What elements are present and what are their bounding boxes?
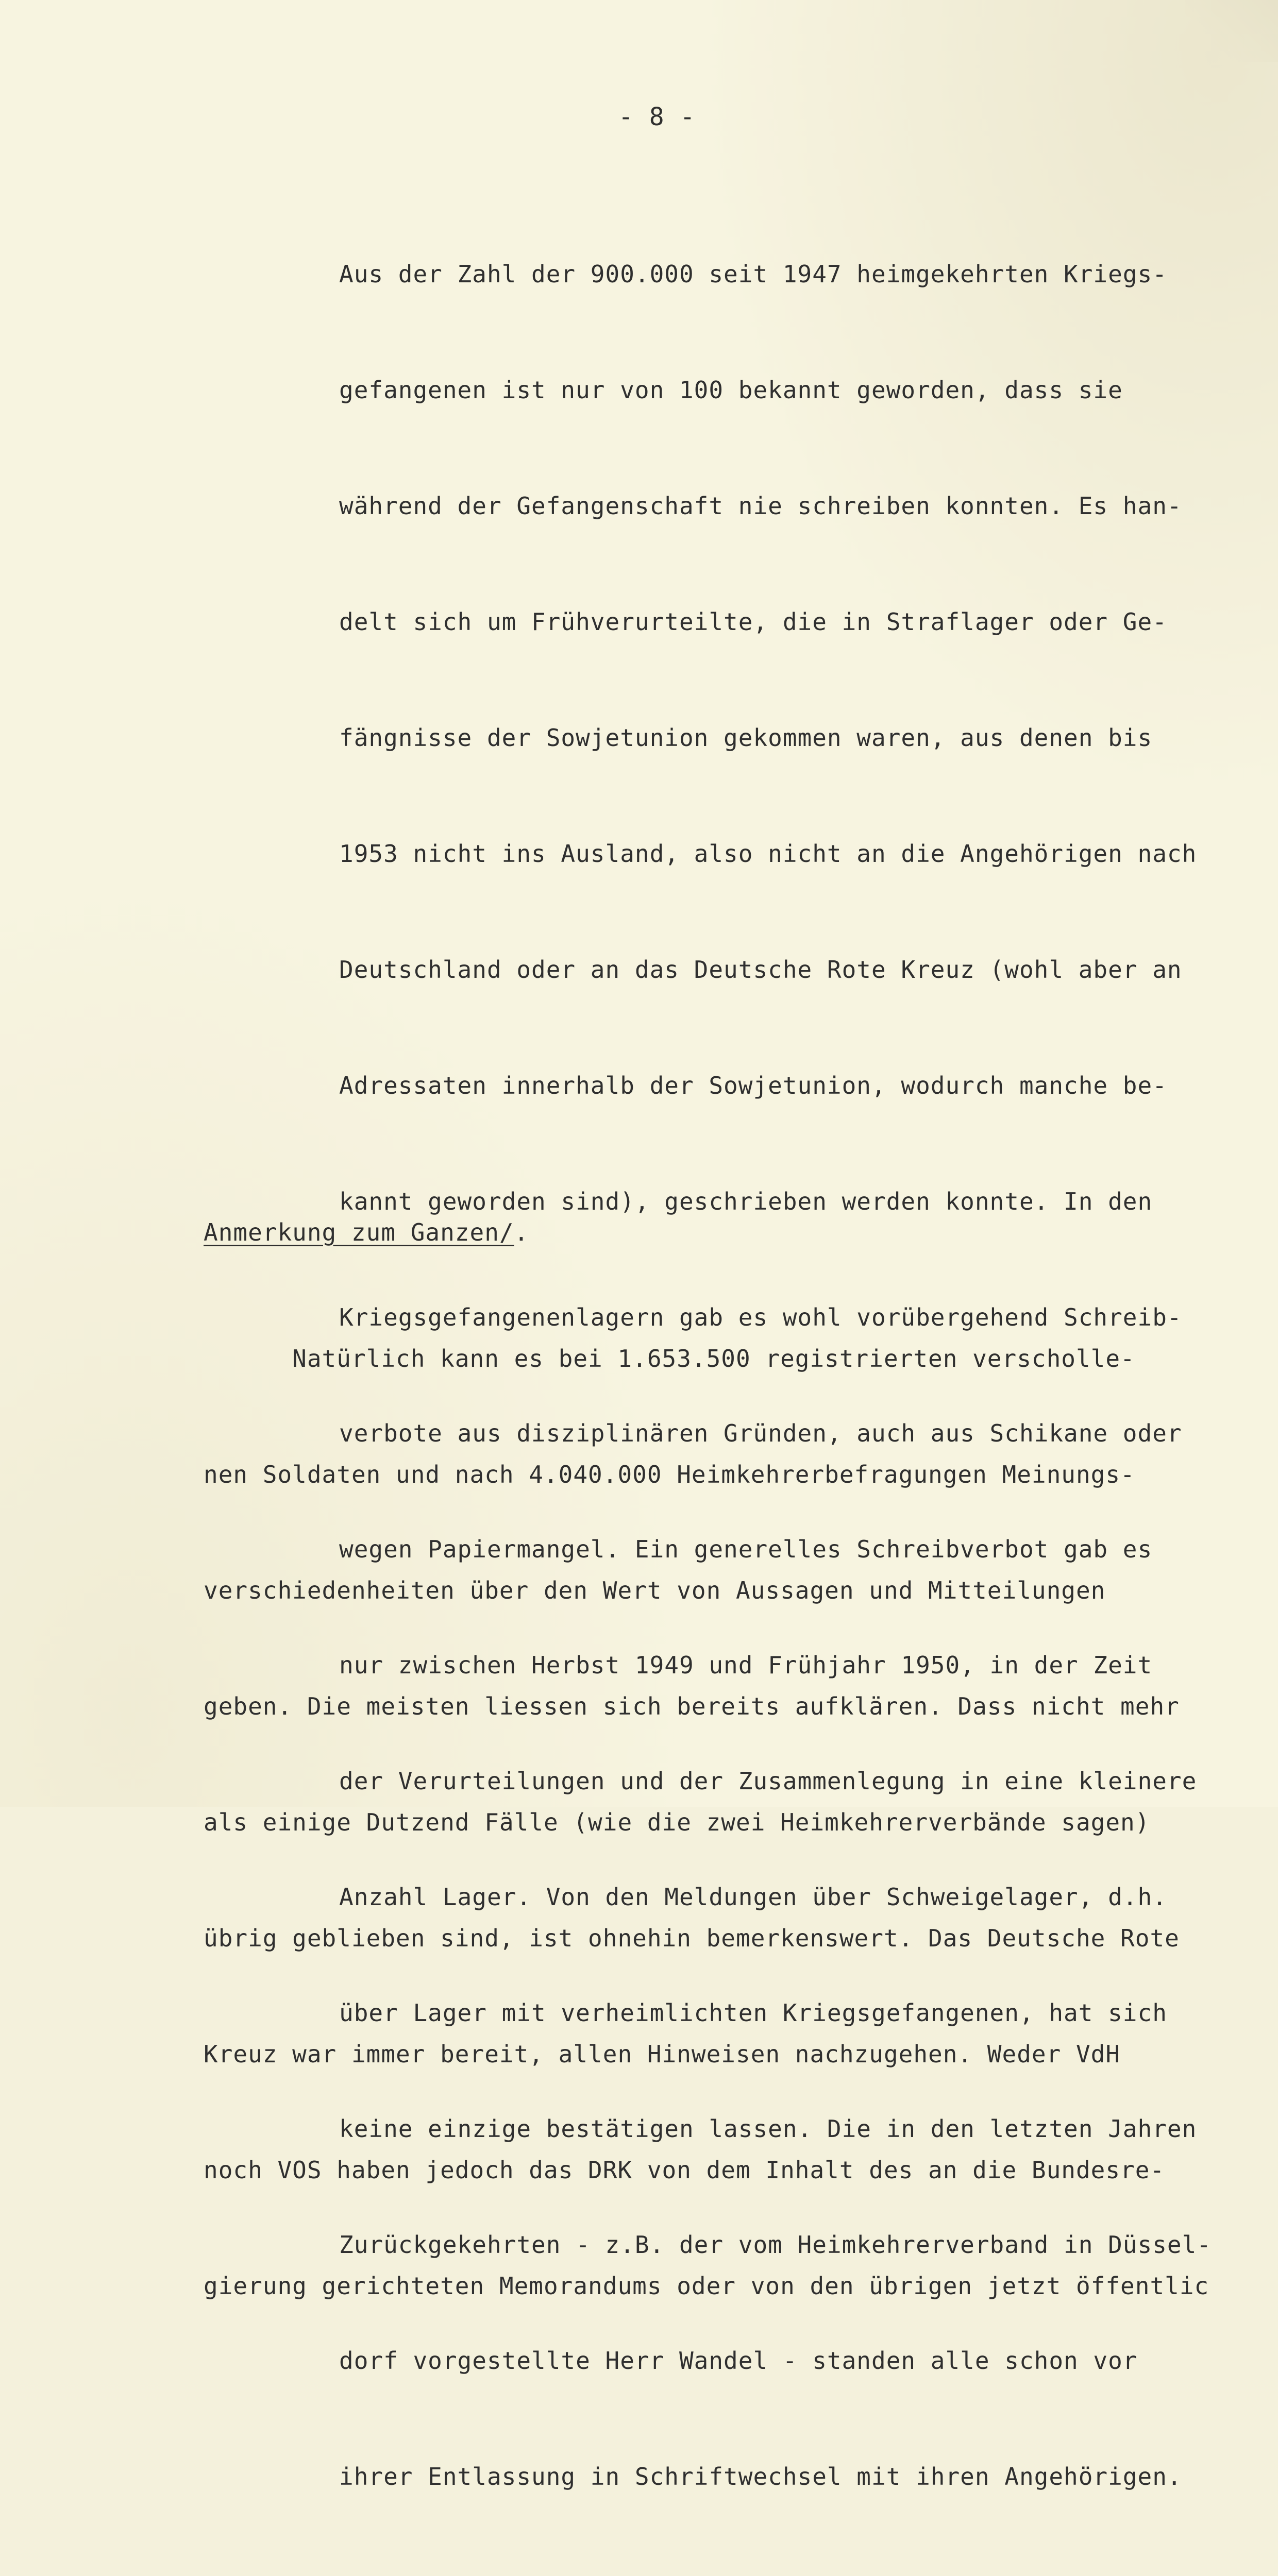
text-line: als einige Dutzend Fälle (wie die zwei Heimkehrerverbände sagen)	[204, 1808, 1150, 1836]
text-line: Kreuz war immer bereit, allen Hinweisen nachzugehen. Weder VdH	[204, 2040, 1121, 2068]
text-line: verbote aus disziplinären Gründen, auch aus Schikane oder	[339, 1419, 1182, 1447]
text-line: Zurückgekehrten - z.B. der vom Heimkehrerverband in Düssel-	[339, 2231, 1212, 2259]
text-line: geben. Die meisten liessen sich bereits aufklären. Dass nicht mehr	[204, 1692, 1180, 1720]
text-line: delt sich um Frühverurteilte, die in Straflager oder Ge-	[339, 608, 1167, 636]
text-line: der Verurteilungen und der Zusammenlegung in eine kleinere	[339, 1767, 1197, 1795]
text-line	[339, 2573, 1212, 2576]
page-number: - 8 -	[618, 103, 696, 131]
text-line: Deutschland oder an das Deutsche Rote Kreuz (wohl aber an	[339, 956, 1182, 984]
text-line: ihrer Entlassung in Schriftwechsel mit ihren Angehörigen.	[339, 2463, 1182, 2490]
text-line: verschiedenheiten über den Wert von Aussagen und Mitteilungen	[204, 1577, 1106, 1604]
text-line: kannt geworden sind), geschrieben werden konnte. In den	[339, 1188, 1153, 1215]
text-line: während der Gefangenschaft nie schreiben konnten. Es han-	[339, 492, 1182, 520]
paragraph-two	[204, 1262, 1209, 2383]
text-line: Kriegsgefangenenlagern gab es wohl vorübergehend Schreib-	[339, 1303, 1182, 1331]
text-line: nur zwischen Herbst 1949 und Frühjahr 1950, in der Zeit	[339, 1651, 1153, 1679]
page-corner-shading	[1185, 0, 1278, 62]
section-heading-text: Anmerkung zum Ganzen/	[204, 1218, 514, 1246]
text-line: 1953 nicht ins Ausland, also nicht an die Angehörigen nach	[339, 840, 1197, 868]
text-line: gefangenen ist nur von 100 bekannt geworden, dass sie	[339, 376, 1123, 404]
text-line: gierung gerichteten Memorandums oder von den übrigen jetzt öffentlic	[204, 2272, 1209, 2300]
text-line: Adressaten innerhalb der Sowjetunion, wodurch manche be-	[339, 1072, 1167, 1099]
text-line: dorf vorgestellte Herr Wandel - standen alle schon vor	[339, 2347, 1138, 2375]
text-line: übrig geblieben sind, ist ohnehin bemerkenswert. Das Deutsche Rote	[204, 1924, 1180, 1952]
text-line: über Lager mit verheimlichten Kriegsgefangenen, hat sich	[339, 1999, 1167, 2027]
text-line: Aus der Zahl der 900.000 seit 1947 heimgekehrten Kriegs-	[339, 260, 1167, 288]
text-line: noch VOS haben jedoch das DRK von dem Inhalt des an die Bundesre-	[204, 2156, 1165, 2184]
section-heading-period: .	[514, 1218, 529, 1246]
section-heading	[204, 1213, 529, 1252]
text-line: keine einzige bestätigen lassen. Die in den letzten Jahren	[339, 2115, 1197, 2143]
text-line: wegen Papiermangel. Ein generelles Schreibverbot gab es	[339, 1535, 1153, 1563]
text-line: nen Soldaten und nach 4.040.000 Heimkehrerbefragungen Meinungs-	[204, 1461, 1135, 1488]
text-line: Natürlich kann es bei 1.653.500 registrierten verscholle-	[204, 1345, 1135, 1372]
text-line: Anzahl Lager. Von den Meldungen über Schweigelager, d.h.	[339, 1883, 1167, 1911]
text-line: fängnisse der Sowjetunion gekommen waren, aus denen bis	[339, 724, 1153, 752]
